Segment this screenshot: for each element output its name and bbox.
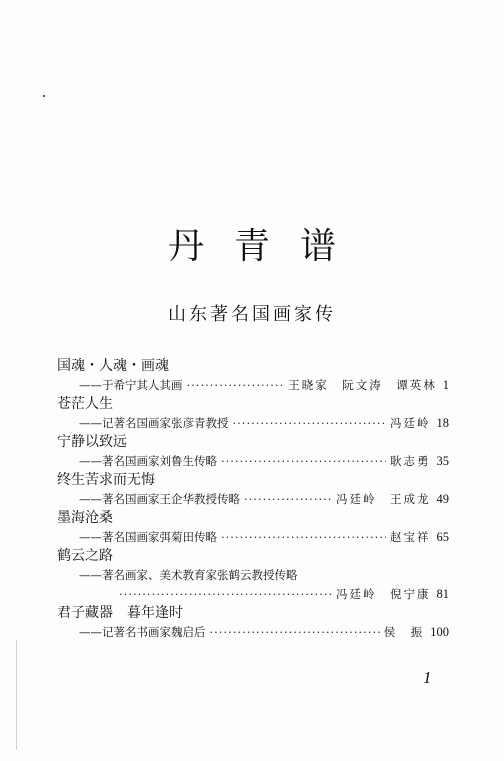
dot-leader xyxy=(233,414,387,433)
toc-entry xyxy=(57,547,449,604)
book-subtitle: 山东著名国画家传 xyxy=(168,304,336,325)
toc-entry xyxy=(57,604,449,642)
toc-entry xyxy=(57,509,449,547)
toc-entry-title: 墨海沧桑 xyxy=(57,510,113,526)
dot-leader xyxy=(244,490,332,509)
toc-entry-line xyxy=(57,376,449,395)
toc-entry-title: 终生苦求而无悔 xyxy=(57,472,155,488)
toc-entry-description: ——于希宁其人其画 xyxy=(79,378,183,392)
toc-entry-author: 耿志勇 xyxy=(390,454,431,468)
toc-entry-title: 君子藏器 暮年逢时 xyxy=(57,605,183,621)
dot-leader xyxy=(187,376,285,395)
toc-entry-line xyxy=(57,490,449,509)
toc-entry xyxy=(57,357,449,395)
toc-entry-page: 49 xyxy=(436,492,449,506)
toc-entry-line xyxy=(57,452,449,471)
toc-entry-page: 81 xyxy=(436,587,449,601)
book-title: 丹青谱 xyxy=(167,226,366,267)
table-of-contents xyxy=(57,357,449,642)
scan-speck xyxy=(43,95,45,97)
toc-entry-title: 国魂・人魂・画魂 xyxy=(57,358,169,374)
toc-entry xyxy=(57,433,449,471)
toc-entry-author: 侯 振 xyxy=(383,625,425,639)
toc-entry-title: 宁静以致远 xyxy=(57,434,127,450)
page-number: 1 xyxy=(423,668,432,687)
toc-entry-line xyxy=(57,414,449,433)
toc-entry-author: 冯廷岭 倪宁康 xyxy=(336,587,431,601)
dot-leader xyxy=(210,623,380,642)
toc-entry-page: 100 xyxy=(430,625,449,639)
toc-entry-line xyxy=(57,585,449,604)
toc-entry-author: 冯廷岭 王成龙 xyxy=(336,492,431,506)
toc-entry-page: 65 xyxy=(436,530,449,544)
toc-entry-line xyxy=(57,566,449,585)
toc-entry-page: 35 xyxy=(436,454,449,468)
dot-leader xyxy=(221,528,386,547)
toc-entry-description: ——著名国画家弭菊田传略 xyxy=(79,530,217,544)
toc-entry-author: 冯廷岭 xyxy=(390,416,431,430)
toc-entry-line xyxy=(57,623,449,642)
dot-leader xyxy=(119,585,332,604)
toc-entry-title: 鹤云之路 xyxy=(57,548,113,564)
toc-entry-line xyxy=(57,528,449,547)
toc-entry-page: 18 xyxy=(436,416,449,430)
scan-edge-line xyxy=(16,640,17,750)
toc-entry-description: ——著名国画家王企华教授传略 xyxy=(79,492,240,506)
toc-entry-description: ——记著名国画家张彦青教授 xyxy=(79,416,229,430)
toc-entry-description: ——著名画家、美术教育家张鹤云教授传略 xyxy=(79,568,298,582)
toc-entry-author: 王晓家 阮文涛 谭英林 xyxy=(288,378,437,392)
toc-entry-description: ——著名国画家刘鲁生传略 xyxy=(79,454,217,468)
dot-leader xyxy=(221,452,386,471)
toc-entry xyxy=(57,395,449,433)
toc-entry-title: 苍茫人生 xyxy=(57,396,113,412)
toc-entry-author: 赵宝祥 xyxy=(390,530,431,544)
toc-entry xyxy=(57,471,449,509)
toc-entry-page: 1 xyxy=(442,378,449,392)
toc-entry-description: ——记著名书画家魏启后 xyxy=(79,625,206,639)
